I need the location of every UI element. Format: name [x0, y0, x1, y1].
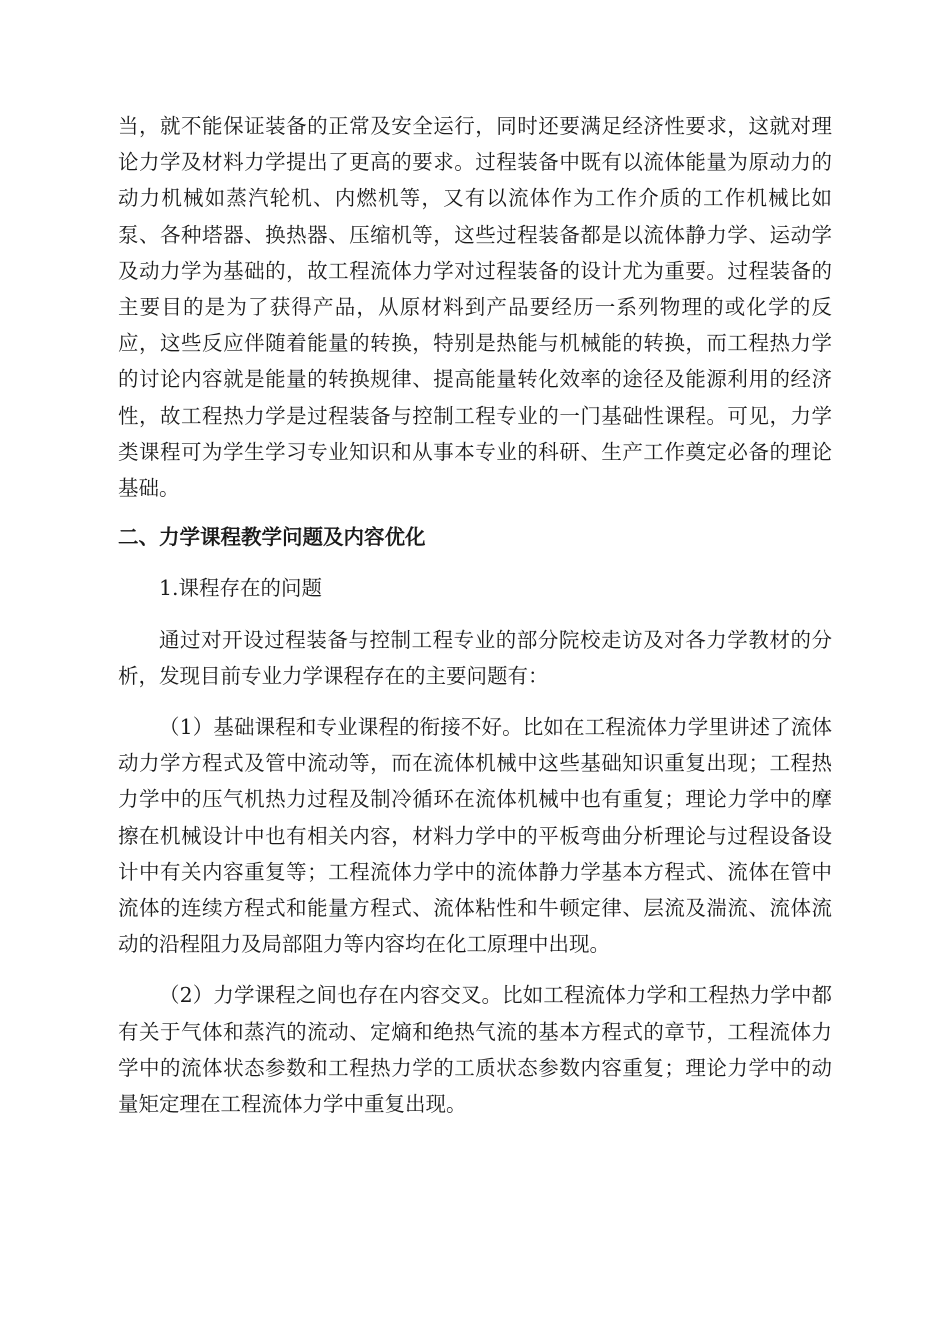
document-page	[118, 108, 832, 1122]
paragraph-item-1: （1）基础课程和专业课程的衔接不好。比如在工程流体力学里讲述了流体动力学方程式及管中流动等，而在流体机械中这些基础知识重复出现；工程热力学中的压气机热力过程及制冷循环在流体机械中也有重复；理论力学中的摩擦在机械设计中也有相关内容，材料力学中的平板弯曲分析理论与过程设备设计中有关内容重复等；工程流体力学中的流体静力学基本方程式、流体在管中流体的连续方程式和能量方程式、流体粘性和牛顿定律、层流及湍流、流体流动的沿程阻力及局部阻力等内容均在化工原理中出现。	[118, 715, 832, 957]
paragraph-item-2: （2）力学课程之间也存在内容交叉。比如工程流体力学和工程热力学中都有关于气体和蒸汽的流动、定熵和绝热气流的基本方程式的章节，工程流体力学中的流体状态参数和工程热力学的工质状态参数内容重复；理论力学中的动量矩定理在工程流体力学中重复出现。	[118, 983, 832, 1117]
paragraph-continuation: 当，就不能保证装备的正常及安全运行，同时还要满足经济性要求，这就对理论力学及材料力学提出了更高的要求。过程装备中既有以流体能量为原动力的动力机械如蒸汽轮机、内燃机等，又有以流体作为工作介质的工作机械比如泵、各种塔器、换热器、压缩机等，这些过程装备都是以流体静力学、运动学及动力学为基础的，故工程流体力学对过程装备的设计尤为重要。过程装备的主要目的是为了获得产品，从原材料到产品要经历一系列物理的或化学的反应，这些反应伴随着能量的转换，特别是热能与机械能的转换，而工程热力学的讨论内容就是能量的转换规律、提高能量转化效率的途径及能源利用的经济性，故工程热力学是过程装备与控制工程专业的一门基础性课程。可见，力学类课程可为学生学习专业知识和从事本专业的科研、生产工作奠定必备的理论基础。	[118, 114, 832, 501]
subsection-heading: 1.课程存在的问题	[159, 576, 323, 601]
paragraph-intro: 通过对开设过程装备与控制工程专业的部分院校走访及对各力学教材的分析，发现目前专业力学课程存在的主要问题有：	[118, 627, 832, 688]
section-heading: 二、力学课程教学问题及内容优化	[118, 525, 426, 550]
